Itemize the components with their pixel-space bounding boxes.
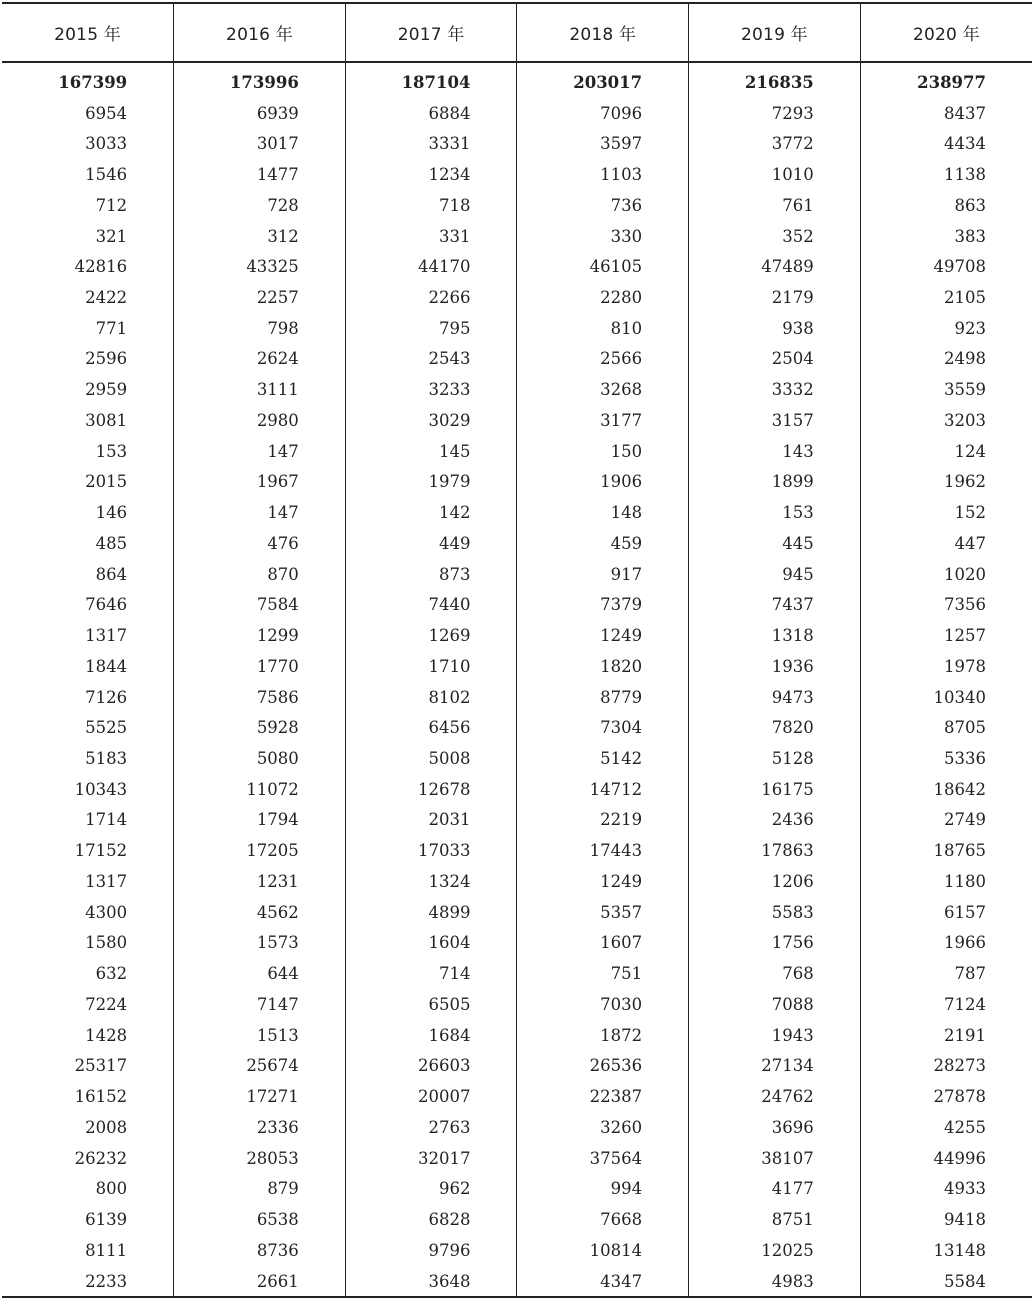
table-cell-2020: 8437 (860, 98, 1032, 129)
table-cell-2015: 321 (95, 226, 128, 246)
table-cell-2018: 203017 (517, 62, 689, 98)
table-cell-2017: 6884 (345, 98, 517, 129)
table-cell-2019: 7088 (689, 989, 861, 1020)
table-cell-2018: 1249 (517, 620, 689, 651)
table-cell-2016: 879 (174, 1173, 346, 1204)
table-row (2, 928, 1032, 959)
table-cell-2017: 12678 (345, 774, 517, 805)
table-cell-2020: 124 (860, 436, 1032, 467)
table-cell-2019: 7820 (689, 712, 861, 743)
table-cell-2018: 1249 (517, 866, 689, 897)
header-2019: 2019 年 (689, 3, 861, 62)
table-cell-2020: 28273 (860, 1051, 1032, 1082)
table-cell-2015: 7126 (85, 687, 128, 707)
table-cell-2018: 1607 (517, 928, 689, 959)
table-cell-2015: 42816 (74, 257, 128, 277)
table-cell-2016: 7147 (174, 989, 346, 1020)
table-row (2, 1143, 1032, 1174)
table-cell-2015: 25317 (74, 1056, 128, 1076)
table-cell-2016: 2980 (174, 405, 346, 436)
table-cell-2020: 4434 (860, 128, 1032, 159)
table-cell-2016: 17271 (174, 1081, 346, 1112)
table-cell-2019: 2179 (689, 282, 861, 313)
table-cell-2020: 3559 (860, 374, 1032, 405)
table-cell-2018: 8779 (517, 682, 689, 713)
table-cell-2020: 2105 (860, 282, 1032, 313)
table-cell-2018: 3260 (517, 1112, 689, 1143)
table-body (2, 62, 1032, 1297)
table-cell-2020: 1962 (860, 467, 1032, 498)
table-cell-2019: 16175 (689, 774, 861, 805)
table-cell-2020: 49708 (860, 251, 1032, 282)
table-cell-2015: 800 (95, 1179, 128, 1199)
table-cell-2020: 44996 (860, 1143, 1032, 1174)
table-cell-2019: 2436 (689, 805, 861, 836)
table-row (2, 190, 1032, 221)
table-cell-2015: 167399 (58, 72, 128, 92)
table-cell-2015: 5525 (85, 718, 128, 738)
header-2020: 2020 年 (860, 3, 1032, 62)
table-cell-2019: 938 (689, 313, 861, 344)
table-row-total (2, 62, 1032, 98)
table-cell-2019: 3157 (689, 405, 861, 436)
table-cell-2019: 143 (689, 436, 861, 467)
table-cell-2016: 147 (174, 497, 346, 528)
table-cell-2015: 2233 (2, 1266, 174, 1298)
table-cell-2020: 1257 (860, 620, 1032, 651)
table-cell-2018: 46105 (517, 251, 689, 282)
table-cell-2020: 5584 (860, 1266, 1032, 1298)
table-cell-2016: 5928 (174, 712, 346, 743)
table-cell-2020: 10340 (860, 682, 1032, 713)
table-cell-2015: 10343 (74, 779, 128, 799)
table-cell-2017: 6505 (345, 989, 517, 1020)
table-cell-2016: 3111 (174, 374, 346, 405)
table-row (2, 958, 1032, 989)
table-row (2, 221, 1032, 252)
table-row (2, 1173, 1032, 1204)
table-cell-2018: 2566 (517, 344, 689, 375)
table-cell-2017: 1979 (345, 467, 517, 498)
table-row (2, 1204, 1032, 1235)
table-cell-2019: 445 (689, 528, 861, 559)
table-cell-2020: 1180 (860, 866, 1032, 897)
table-cell-2018: 7030 (517, 989, 689, 1020)
table-cell-2020: 4255 (860, 1112, 1032, 1143)
table-cell-2016: 312 (174, 221, 346, 252)
table-cell-2015: 2015 (85, 472, 128, 492)
table-cell-2019: 4983 (689, 1266, 861, 1298)
table-cell-2018: 1906 (517, 467, 689, 498)
table-cell-2016: 4562 (174, 897, 346, 928)
table-cell-2017: 9796 (345, 1235, 517, 1266)
table-cell-2017: 2763 (345, 1112, 517, 1143)
table-row (2, 559, 1032, 590)
table-cell-2017: 1269 (345, 620, 517, 651)
table-row (2, 1112, 1032, 1143)
table-cell-2017: 20007 (345, 1081, 517, 1112)
table-cell-2020: 152 (860, 497, 1032, 528)
table-cell-2017: 6828 (345, 1204, 517, 1235)
table-cell-2015: 1546 (85, 165, 128, 185)
table-cell-2020: 383 (860, 221, 1032, 252)
table-cell-2017: 795 (345, 313, 517, 344)
table-cell-2015: 17152 (74, 841, 128, 861)
table-cell-2017: 44170 (345, 251, 517, 282)
table-cell-2017: 1710 (345, 651, 517, 682)
table-row (2, 313, 1032, 344)
table-cell-2015: 1714 (85, 810, 128, 830)
table-cell-2019: 945 (689, 559, 861, 590)
table-cell-2019: 2504 (689, 344, 861, 375)
table-cell-2018: 994 (517, 1173, 689, 1204)
table-cell-2015: 1317 (85, 626, 128, 646)
table-row (2, 712, 1032, 743)
table-cell-2016: 28053 (174, 1143, 346, 1174)
table-cell-2016: 1231 (174, 866, 346, 897)
table-cell-2020: 13148 (860, 1235, 1032, 1266)
table-cell-2018: 37564 (517, 1143, 689, 1174)
table-cell-2015: 2008 (85, 1117, 128, 1137)
table-cell-2015: 16152 (74, 1087, 128, 1107)
table-cell-2017: 3331 (345, 128, 517, 159)
table-cell-2016: 2624 (174, 344, 346, 375)
table-row (2, 282, 1032, 313)
table-row (2, 805, 1032, 836)
table-cell-2020: 447 (860, 528, 1032, 559)
table-cell-2018: 917 (517, 559, 689, 590)
table-cell-2017: 714 (345, 958, 517, 989)
table-cell-2017: 718 (345, 190, 517, 221)
table-cell-2020: 8705 (860, 712, 1032, 743)
table-cell-2020: 1978 (860, 651, 1032, 682)
table-cell-2015: 771 (95, 318, 128, 338)
table-cell-2019: 761 (689, 190, 861, 221)
table-cell-2016: 6939 (174, 98, 346, 129)
table-cell-2020: 4933 (860, 1173, 1032, 1204)
table-cell-2018: 17443 (517, 835, 689, 866)
table-header (2, 3, 1032, 62)
table-cell-2019: 7437 (689, 589, 861, 620)
table-cell-2019: 3696 (689, 1112, 861, 1143)
table-cell-2018: 148 (517, 497, 689, 528)
header-row (2, 3, 1032, 62)
table-cell-2015: 2596 (85, 349, 128, 369)
table-cell-2018: 2219 (517, 805, 689, 836)
table-cell-2017: 962 (345, 1173, 517, 1204)
table-cell-2016: 1573 (174, 928, 346, 959)
table-cell-2015: 7224 (85, 994, 128, 1014)
table-row (2, 159, 1032, 190)
table-cell-2016: 147 (174, 436, 346, 467)
table-cell-2019: 17863 (689, 835, 861, 866)
table-cell-2016: 43325 (174, 251, 346, 282)
table-cell-2019: 1756 (689, 928, 861, 959)
table-row (2, 651, 1032, 682)
table-cell-2018: 810 (517, 313, 689, 344)
table-cell-2017: 3029 (345, 405, 517, 436)
table-cell-2020: 923 (860, 313, 1032, 344)
table-row (2, 405, 1032, 436)
table-cell-2016: 1794 (174, 805, 346, 836)
table-cell-2020: 9418 (860, 1204, 1032, 1235)
table-cell-2020: 2191 (860, 1020, 1032, 1051)
table-cell-2017: 2266 (345, 282, 517, 313)
table-cell-2020: 1966 (860, 928, 1032, 959)
header-2017: 2017 年 (345, 3, 517, 62)
table-cell-2020: 18765 (860, 835, 1032, 866)
table-cell-2018: 14712 (517, 774, 689, 805)
table-cell-2019: 768 (689, 958, 861, 989)
table-cell-2017: 449 (345, 528, 517, 559)
table-row (2, 743, 1032, 774)
table-cell-2016: 8736 (174, 1235, 346, 1266)
table-cell-2016: 1967 (174, 467, 346, 498)
table-cell-2017: 873 (345, 559, 517, 590)
table-cell-2016: 644 (174, 958, 346, 989)
header-2016: 2016 年 (174, 3, 346, 62)
table-cell-2017: 5008 (345, 743, 517, 774)
table-cell-2017: 26603 (345, 1051, 517, 1082)
table-row (2, 682, 1032, 713)
table-cell-2018: 7668 (517, 1204, 689, 1235)
table-cell-2017: 331 (345, 221, 517, 252)
table-cell-2017: 145 (345, 436, 517, 467)
table-cell-2019: 38107 (689, 1143, 861, 1174)
table-row (2, 374, 1032, 405)
table-cell-2018: 22387 (517, 1081, 689, 1112)
table-cell-2018: 7304 (517, 712, 689, 743)
data-table (2, 2, 1032, 1298)
table-cell-2018: 459 (517, 528, 689, 559)
table-row (2, 436, 1032, 467)
table-cell-2015: 3033 (85, 134, 128, 154)
table-cell-2020: 7124 (860, 989, 1032, 1020)
table-cell-2017: 142 (345, 497, 517, 528)
table-cell-2020: 2749 (860, 805, 1032, 836)
table-cell-2020: 1020 (860, 559, 1032, 590)
table-row (2, 1081, 1032, 1112)
table-cell-2016: 173996 (174, 62, 346, 98)
table-cell-2020: 238977 (860, 62, 1032, 98)
table-cell-2019: 7293 (689, 98, 861, 129)
table-cell-2019: 12025 (689, 1235, 861, 1266)
table-row (2, 128, 1032, 159)
table-row (2, 897, 1032, 928)
table-row (2, 344, 1032, 375)
table-cell-2019: 1318 (689, 620, 861, 651)
table-cell-2020: 18642 (860, 774, 1032, 805)
table-cell-2020: 2498 (860, 344, 1032, 375)
table-cell-2016: 17205 (174, 835, 346, 866)
table-row (2, 497, 1032, 528)
table-cell-2020: 7356 (860, 589, 1032, 620)
table-cell-2017: 2031 (345, 805, 517, 836)
table-cell-2018: 3268 (517, 374, 689, 405)
table-cell-2016: 1477 (174, 159, 346, 190)
table-cell-2015: 1580 (85, 933, 128, 953)
table-cell-2016: 5080 (174, 743, 346, 774)
table-cell-2018: 4347 (517, 1266, 689, 1298)
table-cell-2015: 7646 (85, 595, 128, 615)
table-cell-2015: 3081 (85, 410, 128, 430)
table-row (2, 528, 1032, 559)
table-cell-2018: 1103 (517, 159, 689, 190)
table-cell-2019: 8751 (689, 1204, 861, 1235)
table-cell-2019: 24762 (689, 1081, 861, 1112)
table-row (2, 620, 1032, 651)
table-cell-2018: 1872 (517, 1020, 689, 1051)
table-cell-2016: 7584 (174, 589, 346, 620)
table-row (2, 989, 1032, 1020)
table-cell-2016: 728 (174, 190, 346, 221)
table-cell-2015: 6954 (85, 103, 128, 123)
table-cell-2016: 1770 (174, 651, 346, 682)
table-cell-2019: 153 (689, 497, 861, 528)
table-cell-2018: 7096 (517, 98, 689, 129)
table-cell-2020: 5336 (860, 743, 1032, 774)
table-cell-2020: 27878 (860, 1081, 1032, 1112)
table-cell-2015: 1428 (85, 1025, 128, 1045)
table-cell-2015: 485 (95, 533, 128, 553)
table-cell-2019: 5583 (689, 897, 861, 928)
table-cell-2015: 632 (95, 964, 128, 984)
table-cell-2018: 5142 (517, 743, 689, 774)
table-cell-2015: 1317 (85, 871, 128, 891)
table-cell-2017: 32017 (345, 1143, 517, 1174)
table-cell-2016: 7586 (174, 682, 346, 713)
table-cell-2017: 1684 (345, 1020, 517, 1051)
table-cell-2019: 3772 (689, 128, 861, 159)
table-cell-2018: 751 (517, 958, 689, 989)
table-cell-2016: 2661 (174, 1266, 346, 1298)
table-cell-2019: 4177 (689, 1173, 861, 1204)
table-cell-2019: 5128 (689, 743, 861, 774)
table-row (2, 1235, 1032, 1266)
table-cell-2018: 2280 (517, 282, 689, 313)
table-cell-2016: 476 (174, 528, 346, 559)
table-cell-2017: 3648 (345, 1266, 517, 1298)
table-cell-2016: 3017 (174, 128, 346, 159)
table-cell-2016: 25674 (174, 1051, 346, 1082)
table-row (2, 589, 1032, 620)
table-cell-2017: 3233 (345, 374, 517, 405)
table-cell-2019: 3332 (689, 374, 861, 405)
table-row (2, 1020, 1032, 1051)
table-cell-2016: 2257 (174, 282, 346, 313)
table-cell-2020: 863 (860, 190, 1032, 221)
table-cell-2015: 1844 (85, 656, 128, 676)
table-cell-2019: 1936 (689, 651, 861, 682)
table-cell-2017: 2543 (345, 344, 517, 375)
table-cell-2019: 1899 (689, 467, 861, 498)
table-row (2, 1266, 1032, 1298)
table-cell-2019: 352 (689, 221, 861, 252)
table-cell-2017: 7440 (345, 589, 517, 620)
table-cell-2018: 3597 (517, 128, 689, 159)
table-cell-2018: 10814 (517, 1235, 689, 1266)
table-cell-2015: 4300 (85, 902, 128, 922)
table-cell-2017: 17033 (345, 835, 517, 866)
table-cell-2019: 216835 (689, 62, 861, 98)
table-cell-2016: 798 (174, 313, 346, 344)
table-cell-2019: 1010 (689, 159, 861, 190)
table-cell-2015: 2959 (85, 380, 128, 400)
table-cell-2015: 712 (95, 195, 128, 215)
table-cell-2015: 153 (95, 441, 128, 461)
table-cell-2019: 27134 (689, 1051, 861, 1082)
header-2018: 2018 年 (517, 3, 689, 62)
table-cell-2018: 736 (517, 190, 689, 221)
table-cell-2016: 6538 (174, 1204, 346, 1235)
table-cell-2019: 9473 (689, 682, 861, 713)
table-cell-2015: 146 (95, 503, 128, 523)
table-cell-2020: 3203 (860, 405, 1032, 436)
table-cell-2015: 2422 (85, 288, 128, 307)
table-cell-2015: 864 (95, 564, 128, 584)
table-cell-2018: 26536 (517, 1051, 689, 1082)
table-row (2, 835, 1032, 866)
table-row (2, 1051, 1032, 1082)
table-cell-2019: 47489 (689, 251, 861, 282)
table-cell-2016: 2336 (174, 1112, 346, 1143)
table-row (2, 98, 1032, 129)
table-cell-2017: 1324 (345, 866, 517, 897)
table-cell-2016: 11072 (174, 774, 346, 805)
table-row (2, 866, 1032, 897)
table-row (2, 467, 1032, 498)
table-cell-2017: 187104 (345, 62, 517, 98)
table-cell-2015: 6139 (85, 1210, 128, 1230)
table-cell-2018: 7379 (517, 589, 689, 620)
table-cell-2017: 6456 (345, 712, 517, 743)
table-cell-2019: 1943 (689, 1020, 861, 1051)
table-cell-2016: 1299 (174, 620, 346, 651)
table-cell-2015: 26232 (74, 1148, 128, 1168)
table-cell-2018: 330 (517, 221, 689, 252)
table-cell-2018: 1820 (517, 651, 689, 682)
table-cell-2018: 5357 (517, 897, 689, 928)
table-cell-2015: 5183 (85, 749, 128, 769)
header-2015: 2015 年 (2, 3, 174, 62)
table-cell-2016: 1513 (174, 1020, 346, 1051)
table-cell-2017: 4899 (345, 897, 517, 928)
table-cell-2020: 787 (860, 958, 1032, 989)
table-cell-2017: 8102 (345, 682, 517, 713)
table-cell-2018: 3177 (517, 405, 689, 436)
table-cell-2016: 870 (174, 559, 346, 590)
table-cell-2017: 1604 (345, 928, 517, 959)
table-cell-2015: 8111 (85, 1240, 128, 1260)
table-row (2, 774, 1032, 805)
table-cell-2020: 1138 (860, 159, 1032, 190)
table-cell-2018: 150 (517, 436, 689, 467)
table-cell-2019: 1206 (689, 866, 861, 897)
table-row (2, 251, 1032, 282)
table-cell-2020: 6157 (860, 897, 1032, 928)
table-cell-2017: 1234 (345, 159, 517, 190)
